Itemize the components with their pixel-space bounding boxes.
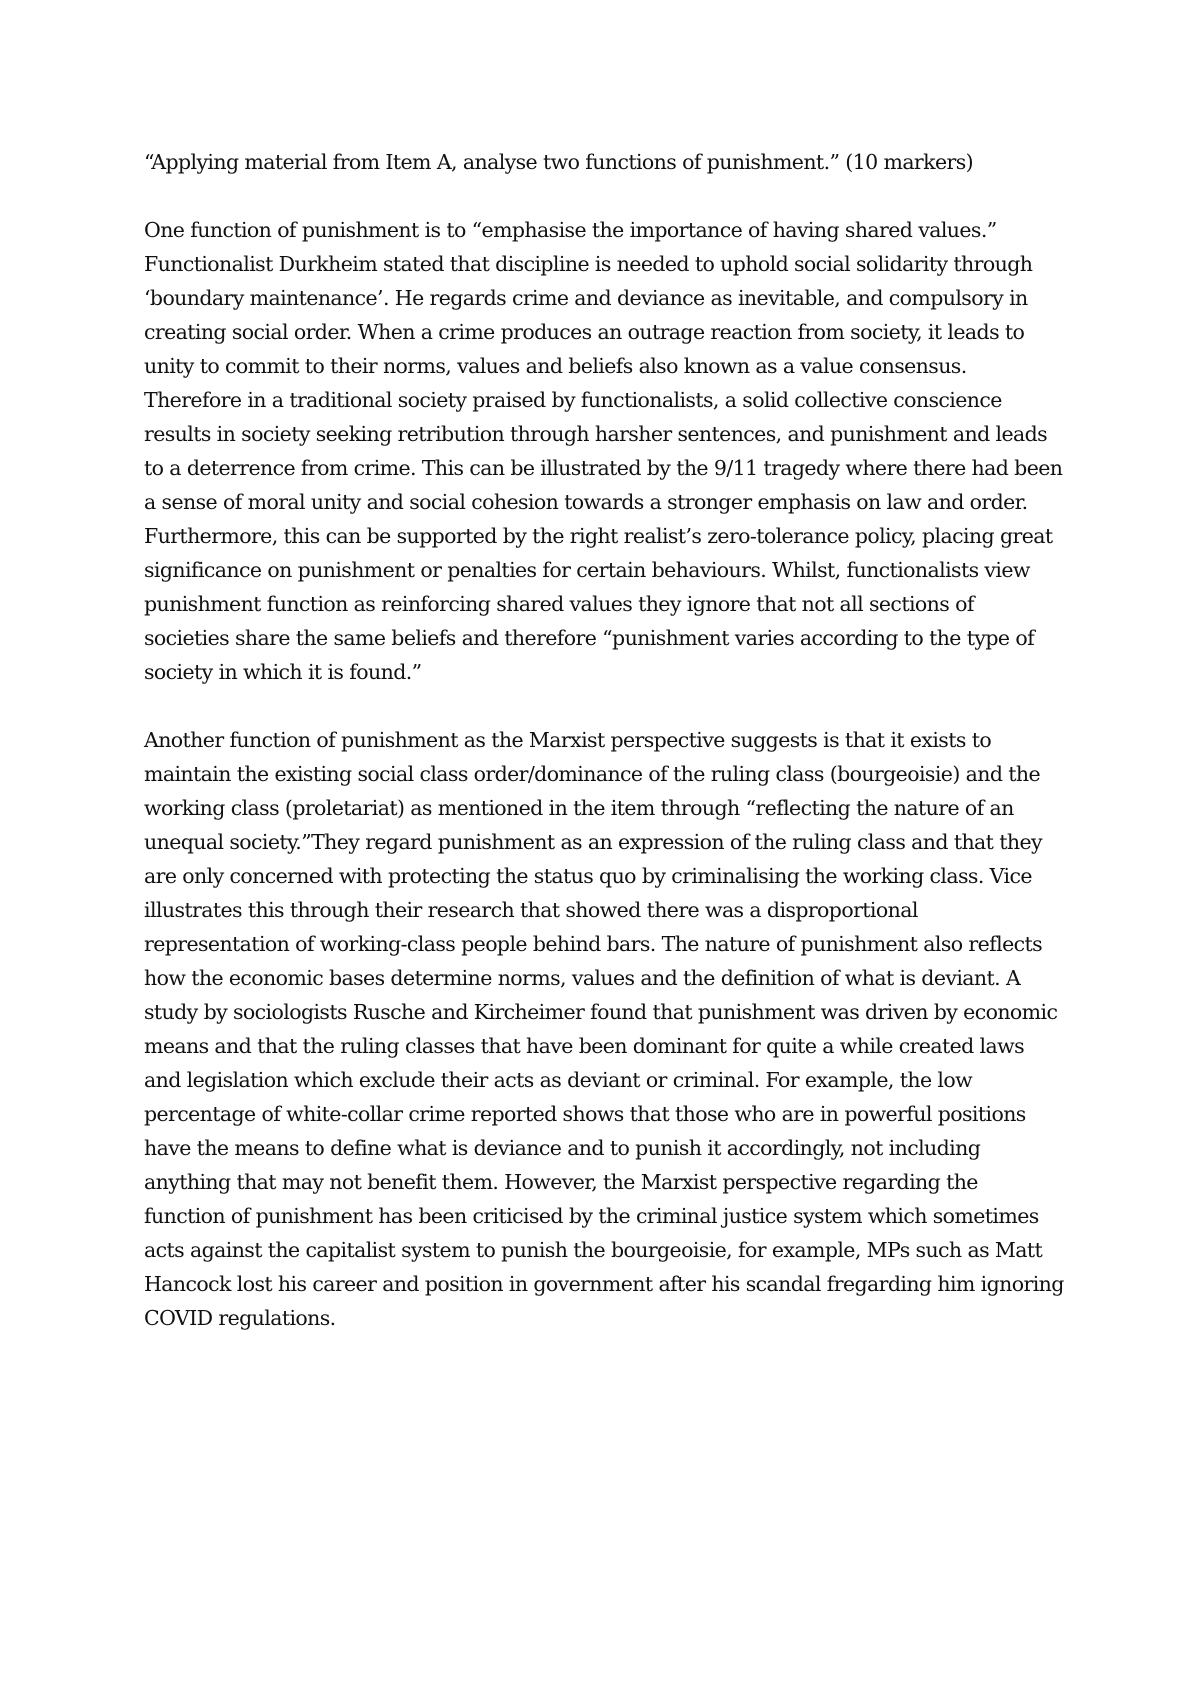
question-heading: “Applying material from Item A, analyse two functions of punishment.” (10 markers) (144, 150, 974, 174)
document-body (144, 145, 1064, 1335)
paragraph-functionalist: One function of punishment is to “emphasise the importance of having shared values.” Functionalist Durkheim stated that discipline is needed to uphold social solidarity through ‘boundary maintenance’. He regards crime and deviance as inevitable, and compulsory in creating social order. When a crime produces an outrage reaction from society, it leads to unity to commit to their norms, values and beliefs also known as a value consensus. Therefore in a traditional society praised by functionalists, a solid collective conscience results in society seeking retribution through harsher sentences, and punishment and leads to a deterrence from crime. This can be illustrated by the 9/11 tragedy where there had been a sense of moral unity and social cohesion towards a stronger emphasis on law and order. Furthermore, this can be supported by the right realist’s zero-tolerance policy, placing great significance on punishment or penalties for certain behaviours. Whilst, functionalists view punishment function as reinforcing shared values they ignore that not all sections of societies share the same beliefs and therefore “punishment varies according to the type of society in which it is found.” (144, 218, 1063, 684)
paragraph-marxist: Another function of punishment as the Marxist perspective suggests is that it exists to maintain the existing social class order/dominance of the ruling class (bourgeoisie) and the working class (proletariat) as mentioned in the item through “reflecting the nature of an unequal society.”They regard punishment as an expression of the ruling class and that they are only concerned with protecting the status quo by criminalising the working class. Vice illustrates this through their research that showed there was a disproportional representation of working-class people behind bars. The nature of punishment also reflects how the economic bases determine norms, values and the definition of what is deviant. A study by sociologists Rusche and Kircheimer found that punishment was driven by economic means and that the ruling classes that have been dominant for quite a while created laws and legislation which exclude their acts as deviant or criminal. For example, the low percentage of white-collar crime reported shows that those who are in powerful positions have the means to define what is deviance and to punish it accordingly, not including anything that may not benefit them. However, the Marxist perspective regarding the function of punishment has been criticised by the criminal justice system which sometimes acts against the capitalist system to punish the bourgeoisie, for example, MPs such as Matt Hancock lost his career and position in government after his scandal fregarding him ignoring COVID regulations. (144, 728, 1064, 1330)
